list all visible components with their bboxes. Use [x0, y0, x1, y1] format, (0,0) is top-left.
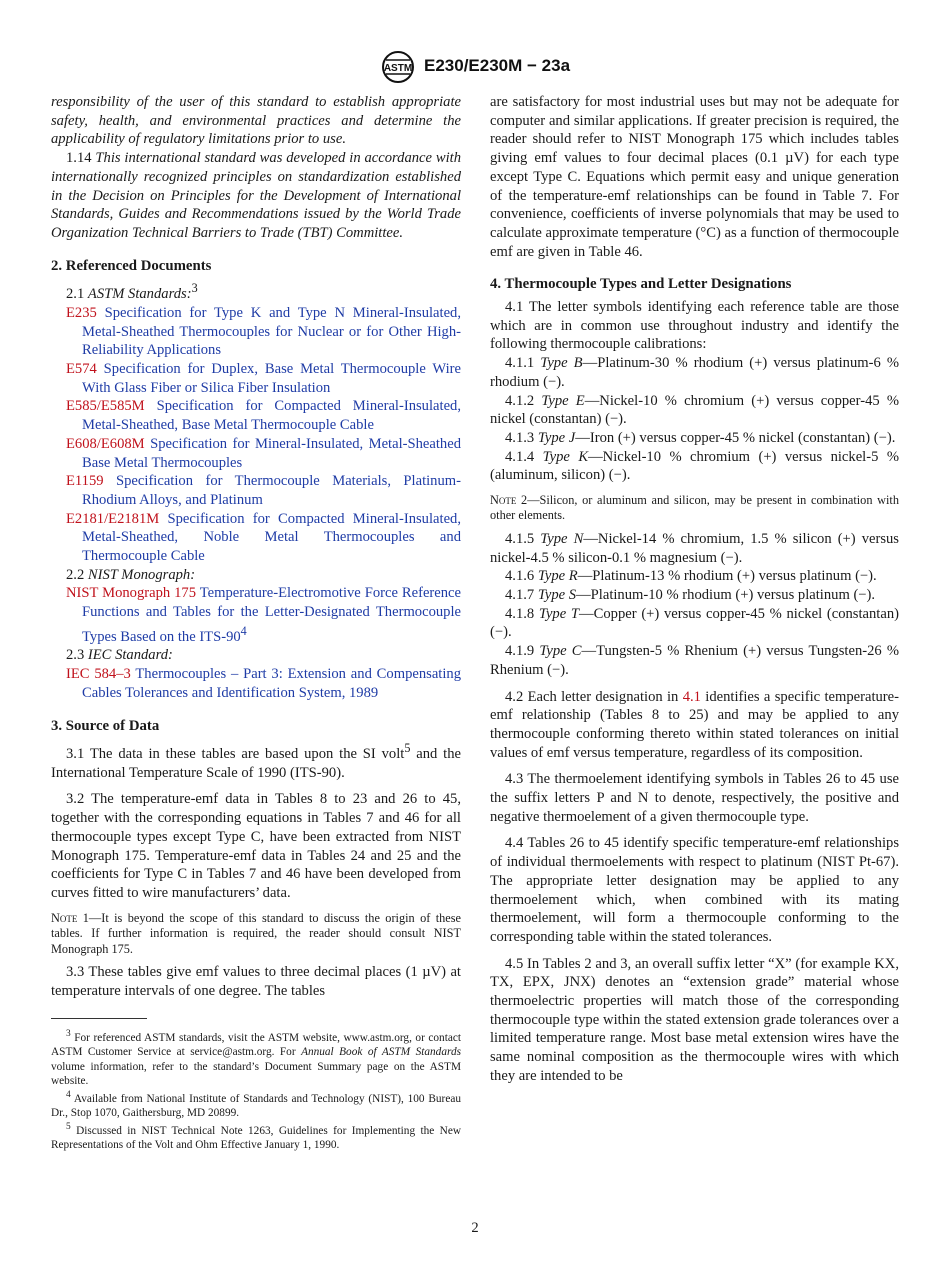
type-e-item: 4.1.2 Type E—Nickel-10 % chromium (+) versus copper-45 % nickel (constantan) (−).	[490, 392, 899, 428]
subsection-2-1: 2.1 ASTM Standards:$^3$	[66, 281, 198, 303]
reference-nist-monograph-175[interactable]: NIST Monograph 175 Temperature-Electromotive Force Reference Functions and Tables for the Letter-Designated Thermocouple Types Based on the ITS-$90^4$	[66, 585, 462, 645]
type-k-item: 4.1.4 Type K—Nickel-10 % chromium (+) versus nickel-5 % (aluminum, silicon) (−).	[490, 448, 899, 484]
footnote-divider	[51, 1018, 147, 1019]
footnote-3: $^3$ For referenced ASTM standards, visit the ASTM website, www.astm.org, or contact ASTM Customer Service at service@astm.org. For Annual Book of ASTM Standards volume information, refer to the standard’s Document Summary page on the ASTM website.	[51, 1029, 461, 1087]
paragraph-3-3-continued: are satisfactory for most industrial uses but may not be adequate for computer and similar applications. If greater precision is required, the reader should refer to NIST Monograph 175 which includes tables giving emf values to four decimal places (0.1 µV) for each type except Type C. Equations which permit easy and unique generation of the temperature-emf relationships can be found in Table 7. For convenience, coefficients of inverse polynomials that may be used to calculate approximate temperature (°C) as a function of thermocouple emf are given in Table 46.	[490, 94, 899, 260]
type-t-item: 4.1.8 Type T—Copper (+) versus copper-45 % nickel (constantan) (−).	[490, 605, 899, 641]
type-b-item: 4.1.1 Type B—Platinum-30 % rhodium (+) versus platinum-6 % rhodium (−).	[490, 355, 900, 390]
subsection-2-3: 2.3 IEC Standard:	[66, 647, 173, 664]
paragraph-4-5: 4.5 In Tables 2 and 3, an overall suffix letter “X” (for example KX, TX, EPX, JNX) denotes an “extension grade” material whose thermoelectric properties will match those of the corresponding thermocouple type within the stated extension grade tolerances over a limited temperature range. Most base metal extension wires have the same nominal composition as the thermocouple wires with which they are intended to be	[490, 955, 899, 1084]
right-column	[490, 93, 899, 1086]
reference-e585[interactable]: E585/E585M Specification for Compacted Mineral-Insulated, Metal-Sheathed, Base Metal Thermocouple Cable	[66, 398, 461, 434]
paragraph-intro-continued: responsibility of the user of this standard to establish appropriate safety, health, and environmental practices and determine the applicability of regulatory limitations prior to use.	[51, 94, 461, 148]
note-1: Note 1—It is beyond the scope of this standard to discuss the origin of these tables. If further information is required, the reader should consult NIST Monograph 175.	[51, 910, 461, 956]
type-r-item: 4.1.6 Type R—Platinum-13 % rhodium (+) versus platinum (−).	[505, 568, 877, 585]
page-number: 2	[471, 1220, 479, 1236]
svg-text:ASTM: ASTM	[383, 63, 413, 74]
footnote-4: $^4$ Available from National Institute of Standards and Technology (NIST), 100 Bureau Dr., Stop 1070, Gaithersburg, MD 20899.	[51, 1089, 461, 1119]
footnote-5: $^5$ Discussed in NIST Technical Note 1263, Guidelines for Implementing the New Representations of the Volt and Ohm Effective January 1, 1990.	[51, 1122, 461, 1152]
reference-e1159[interactable]: E1159 Specification for Thermocouple Materials, Platinum-Rhodium Alloys, and Platinum	[66, 473, 461, 508]
reference-iec-584-3[interactable]: IEC 584–3 Thermocouples – Part 3: Extension and Compensating Cables Tolerances and Identification System, 1989	[66, 666, 461, 701]
section-3-heading: 3. Source of Data	[51, 717, 160, 734]
paragraph-4-3: 4.3 The thermoelement identifying symbols in Tables 26 to 45 use the suffix letters P and N to denote, respectively, the positive and negative thermoelement of a given thermocouple type.	[490, 771, 899, 825]
standard-designation: E230/E230M − 23a	[424, 56, 571, 75]
page-header	[0, 50, 950, 84]
paragraph-4-1: 4.1 The letter symbols identifying each reference table are those which are in common use throughout industry and identify the following thermocouple calibrations:	[490, 299, 899, 353]
paragraph-3-3: 3.3 These tables give emf values to three decimal places (1 µV) at temperature intervals of one degree. The tables	[51, 963, 461, 999]
reference-e574[interactable]: E574 Specification for Duplex, Base Metal Thermocouple Wire With Glass Fiber or Silica Fiber Insulation	[66, 361, 461, 396]
paragraph-3-1: 3.1 The data in these tables are based upon the SI volt$^5$ and the International Temperature Scale of 1990 (ITS-90).	[51, 741, 461, 781]
astm-logo-icon	[378, 50, 418, 84]
paragraph-3-2: 3.2 The temperature-emf data in Tables 8 to 23 and 26 to 45, together with the corresponding equations in Tables 7 and 46 for all thermocouple types except Type C, have been extracted from NIST Monograph 175. Temperature-emf data in Tables 24 and 25 and the coefficients for Type C in Tables 7 and 46 have been developed from curves fitted to wire manufacturers’ data.	[51, 791, 461, 901]
section-2-heading: 2. Referenced Documents	[51, 257, 212, 274]
section-4-1-link[interactable]: 4.1	[682, 688, 701, 705]
type-j-item: 4.1.3 Type J—Iron (+) versus copper-45 % nickel (constantan) (−).	[505, 429, 896, 446]
type-n-item: 4.1.5 Type N—Nickel-14 % chromium, 1.5 % silicon (+) versus nickel-4.5 % silicon-0.1 % magnesium (−).	[490, 530, 899, 566]
type-s-item: 4.1.7 Type S—Platinum-10 % rhodium (+) versus platinum (−).	[505, 586, 876, 603]
subsection-2-2: 2.2 NIST Monograph:	[66, 566, 196, 583]
reference-e608[interactable]: E608/E608M Specification for Mineral-Insulated, Metal-Sheathed Base Metal Thermocouples	[66, 435, 461, 471]
left-column	[51, 93, 461, 1152]
section-4-heading: 4. Thermocouple Types and Letter Designations	[490, 276, 792, 293]
note-2: Note 2—Silicon, or aluminum and silicon, may be present in combination with other elements.	[490, 493, 899, 523]
paragraph-1-14: 1.14 This international standard was developed in accordance with internationally recognized principles on standardization established in the Decision on Principles for the Development of International Standards, Guides and Recommendations issued by the World Trade Organization Technical Barriers to Trade (TBT) Committee.	[51, 150, 461, 241]
paragraph-4-2: 4.2 Each letter designation in 4.1 identifies a specific temperature-emf relationship (Tables 8 to 25) and may be applied to any thermocouple conforming thereto within stated tolerances on initial values of emf versus temperature, regardless of its composition.	[490, 688, 899, 761]
type-c-item: 4.1.9 Type C—Tungsten-5 % Rhenium (+) versus Tungsten-26 % Rhenium (−).	[490, 643, 899, 678]
astm-reference-list	[51, 304, 461, 566]
paragraph-4-4: 4.4 Tables 26 to 45 identify specific temperature-emf relationships of individual thermoelements with respect to platinum (NIST Pt-67). The appropriate letter designation may be applied to any thermoelement which, when combined with its mating thermoelement, will form a thermocouple conforming to the corresponding table within the stated tolerances.	[490, 835, 899, 945]
reference-e2181[interactable]: E2181/E2181M Specification for Compacted Mineral-Insulated, Metal-Sheathed, Noble Metal Thermocouples and Thermocouple Cable	[66, 510, 461, 565]
reference-e235[interactable]: E235 Specification for Type K and Type N Mineral-Insulated, Metal-Sheathed Thermocouples for Nuclear or for Other High-Reliability Applications	[66, 304, 461, 359]
